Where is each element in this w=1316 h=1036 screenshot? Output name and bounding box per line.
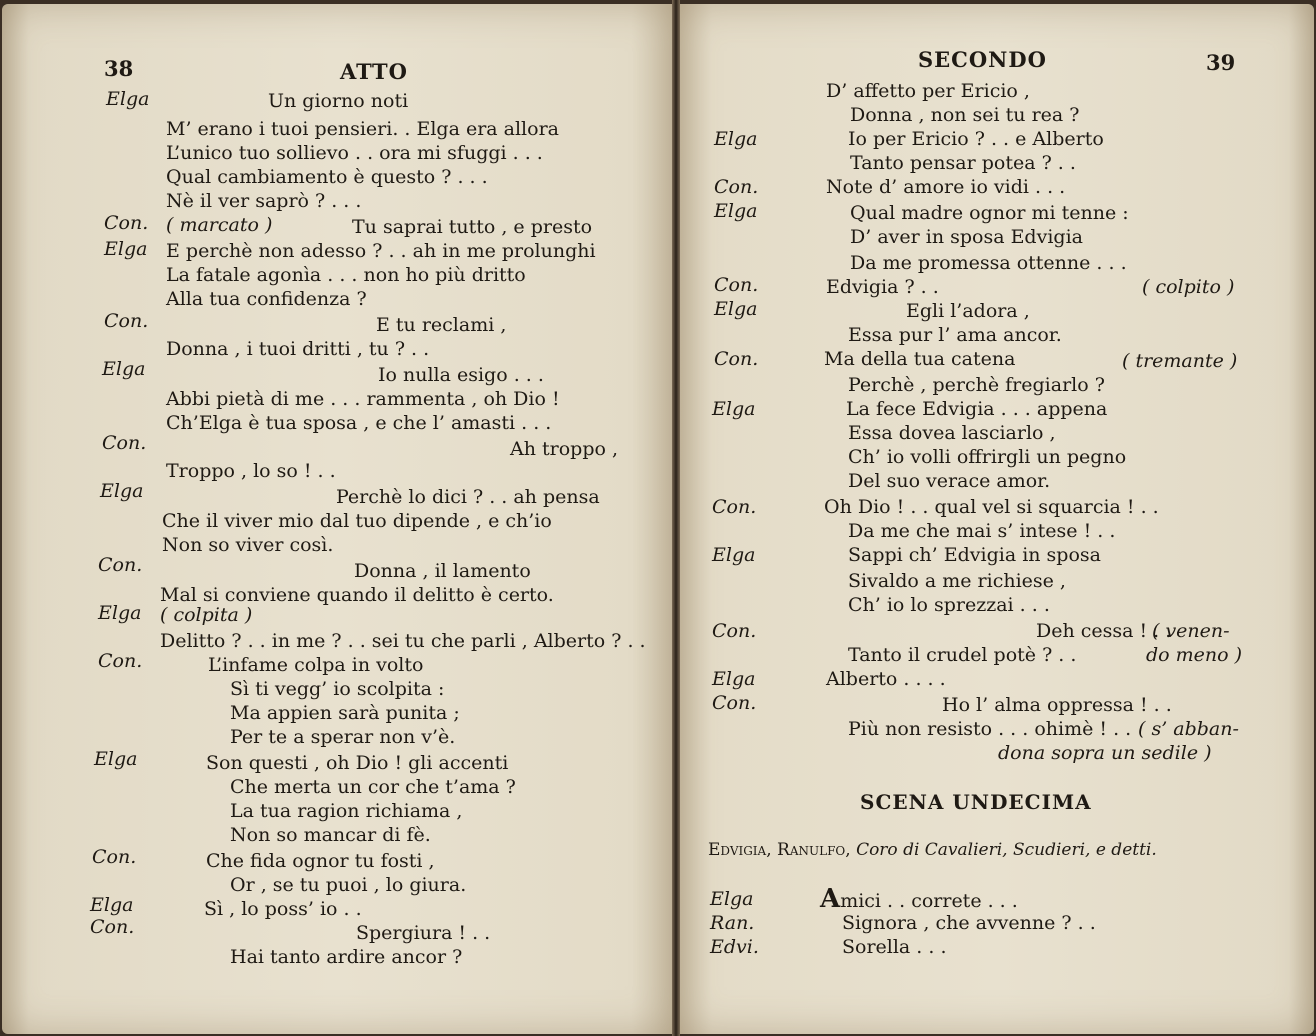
speaker-label: Elga [100,480,144,502]
left-page [2,4,672,1034]
verse-line: Delitto ? . . in me ? . . sei tu che parli , Alberto ? . . [160,630,646,652]
speaker-label: Elga [714,128,758,150]
verse-line: Che merta un cor che t’ama ? [230,776,516,798]
verse-line: Che il viver mio dal tuo dipende , e ch’io [162,510,552,532]
verse-line: L’infame colpa in volto [208,654,424,676]
verse-line: Sorella . . . [842,936,947,958]
speaker-label: Ran. [710,912,755,934]
verse-line: Tanto il crudel potè ? . . [848,644,1077,666]
speaker-label: Elga [106,88,150,110]
verse-line: La fece Edvigia . . . appena [846,398,1108,420]
drop-initial: A [820,884,841,914]
cast-chorus: Coro di Cavalieri, Scudieri, e detti. [856,840,1157,860]
verse-line: Alberto . . . . [826,668,946,690]
verse-line: Hai tanto ardire ancor ? [230,946,463,968]
verse-line: Per te a sperar non v’è. [230,726,456,748]
cast-ranulfo: Ranulfo [777,840,846,860]
verse-line: La fatale agonìa . . . non ho più dritto [166,264,526,286]
verse-line: Donna , non sei tu rea ? [850,104,1080,126]
verse-line: Ch’ io volli offrirgli un pegno [848,446,1127,468]
speaker-label: Elga [98,602,142,624]
verse-line: Io nulla esigo . . . [378,364,544,386]
verse-line: Son questi , oh Dio ! gli accenti [206,752,509,774]
stage-direction: do meno ) [1146,644,1243,666]
speaker-label: Con. [712,496,757,518]
stage-direction: dona sopra un sedile ) [998,742,1212,764]
book-gutter [672,0,680,1036]
verse-line: Non so viver così. [162,534,334,556]
speaker-label: Con. [712,620,757,642]
stage-direction: ( tremante ) [1122,350,1238,372]
stage-direction: ( colpita ) [160,604,253,626]
cast-list: Edvigia, Ranulfo, Coro di Cavalieri, Scudieri, e detti. [708,840,1157,860]
speaker-label: Con. [714,348,759,370]
verse-line: D’ affetto per Ericio , [826,80,1030,102]
verse-line: Perchè , perchè fregiarlo ? [848,374,1105,396]
verse-line: Sì ti vegg’ io scolpita : [230,678,445,700]
speaker-label: Elga [714,298,758,320]
verse-line: Amici . . correte . . . [820,884,1018,914]
verse-line: Ho l’ alma oppressa ! . . [942,694,1172,716]
speaker-label: Elga [94,748,138,770]
verse-line: Che fida ognor tu fosti , [206,850,435,872]
verse-line: Ah troppo , [510,438,618,460]
verse-line: E tu reclami , [376,314,507,336]
verse-line: Alla tua confidenza ? [166,288,367,310]
running-header: ATTO [340,59,408,84]
speaker-label: Elga [90,894,134,916]
speaker-label: Con. [104,310,149,332]
verse-line: Egli l’adora , [906,300,1030,322]
verse-line: Non so mancar di fè. [230,824,431,846]
verse-line: Perchè lo dici ? . . ah pensa [336,486,600,508]
verse-line: Sappi ch’ Edvigia in sposa [848,544,1101,566]
speaker-label: Elga [104,238,148,260]
verse-line: Ch’Elga è tua sposa , e che l’ amasti . . . [166,412,552,434]
verse-line: Oh Dio ! . . qual vel si squarcia ! . . [824,496,1159,518]
verse-line: Tu saprai tutto , e presto [352,216,593,238]
verse-line: M’ erano i tuoi pensieri. . Elga era allora [166,118,559,140]
verse-line: Essa pur l’ ama ancor. [848,324,1062,346]
verse-line: Nè il ver saprò ? . . . [166,190,362,212]
verse-line: Spergiura ! . . [356,922,491,944]
verse-line: Edvigia ? . . [826,276,939,298]
verse-line: Da me che mai s’ intese ! . . [848,520,1116,542]
verse-line: Un giorno noti [268,90,409,112]
verse-line: La tua ragion richiama , [230,800,463,822]
verse-line: Essa dovea lasciarlo , [848,422,1056,444]
speaker-label: Con. [90,916,135,938]
speaker-label: Con. [92,846,137,868]
speaker-label: Con. [104,212,149,234]
verse-line: Or , se tu puoi , lo giura. [230,874,467,896]
cast-edvigia: Edvigia [708,840,767,860]
verse-line: Mal si conviene quando il delitto è certo. [160,584,554,606]
verse-line: Abbi pietà di me . . . rammenta , oh Dio ! [166,388,560,410]
speaker-label: Con. [102,432,147,454]
page-number: 38 [104,56,134,81]
stage-direction: ( marcato ) [166,214,273,236]
speaker-label: Edvi. [710,936,759,958]
speaker-label: Con. [98,650,143,672]
verse-line: Del suo verace amor. [848,470,1051,492]
stage-direction: ( s’ abban- [1138,718,1239,740]
verse-line: D’ aver in sposa Edvigia [850,226,1083,248]
speaker-label: Con. [712,692,757,714]
speaker-label: Elga [712,398,756,420]
verse-line: Sivaldo a me richiese , [848,570,1066,592]
verse-line: Ma della tua catena [824,348,1016,370]
verse-line: Note d’ amore io vidi . . . [826,176,1066,198]
scene-title: SCENA UNDECIMA [860,790,1092,814]
speaker-label: Elga [714,200,758,222]
verse-line: Da me promessa ottenne . . . [850,252,1127,274]
verse-line: Ch’ io lo sprezzai . . . [848,594,1050,616]
verse-line: E perchè non adesso ? . . ah in me prolunghi [166,240,596,262]
verse-line: Signora , che avvenne ? . . [842,912,1096,934]
verse-line: Tanto pensar potea ? . . [850,152,1076,174]
right-page [680,4,1314,1034]
speaker-label: Elga [710,888,754,910]
stage-direction: ( colpito ) [1142,276,1235,298]
verse-line: Donna , il lamento [354,560,531,582]
verse-line: Io per Ericio ? . . e Alberto [848,128,1104,150]
speaker-label: Elga [712,544,756,566]
speaker-label: Con. [714,274,759,296]
speaker-label: Elga [102,358,146,380]
page-number: 39 [1206,50,1236,75]
verse-line: Più non resisto . . . ohimè ! . . [848,718,1132,740]
verse-line: Troppo , lo so ! . . [166,460,336,482]
verse-line: Ma appien sarà punita ; [230,702,460,724]
speaker-label: Con. [98,554,143,576]
verse-line: Qual madre ognor mi tenne : [850,202,1129,224]
verse-line: Deh cessa ! . . [1036,620,1172,642]
running-header: SECONDO [918,47,1047,72]
verse-line: L’unico tuo sollievo . . ora mi sfuggi . . . [166,142,543,164]
verse-line: Sì , lo poss’ io . . [204,898,362,920]
speaker-label: Con. [714,176,759,198]
speaker-label: Elga [712,668,756,690]
verse-line: Qual cambiamento è questo ? . . . [166,166,488,188]
verse-line: Donna , i tuoi dritti , tu ? . . [166,338,430,360]
stage-direction: ( venen- [1152,620,1230,642]
